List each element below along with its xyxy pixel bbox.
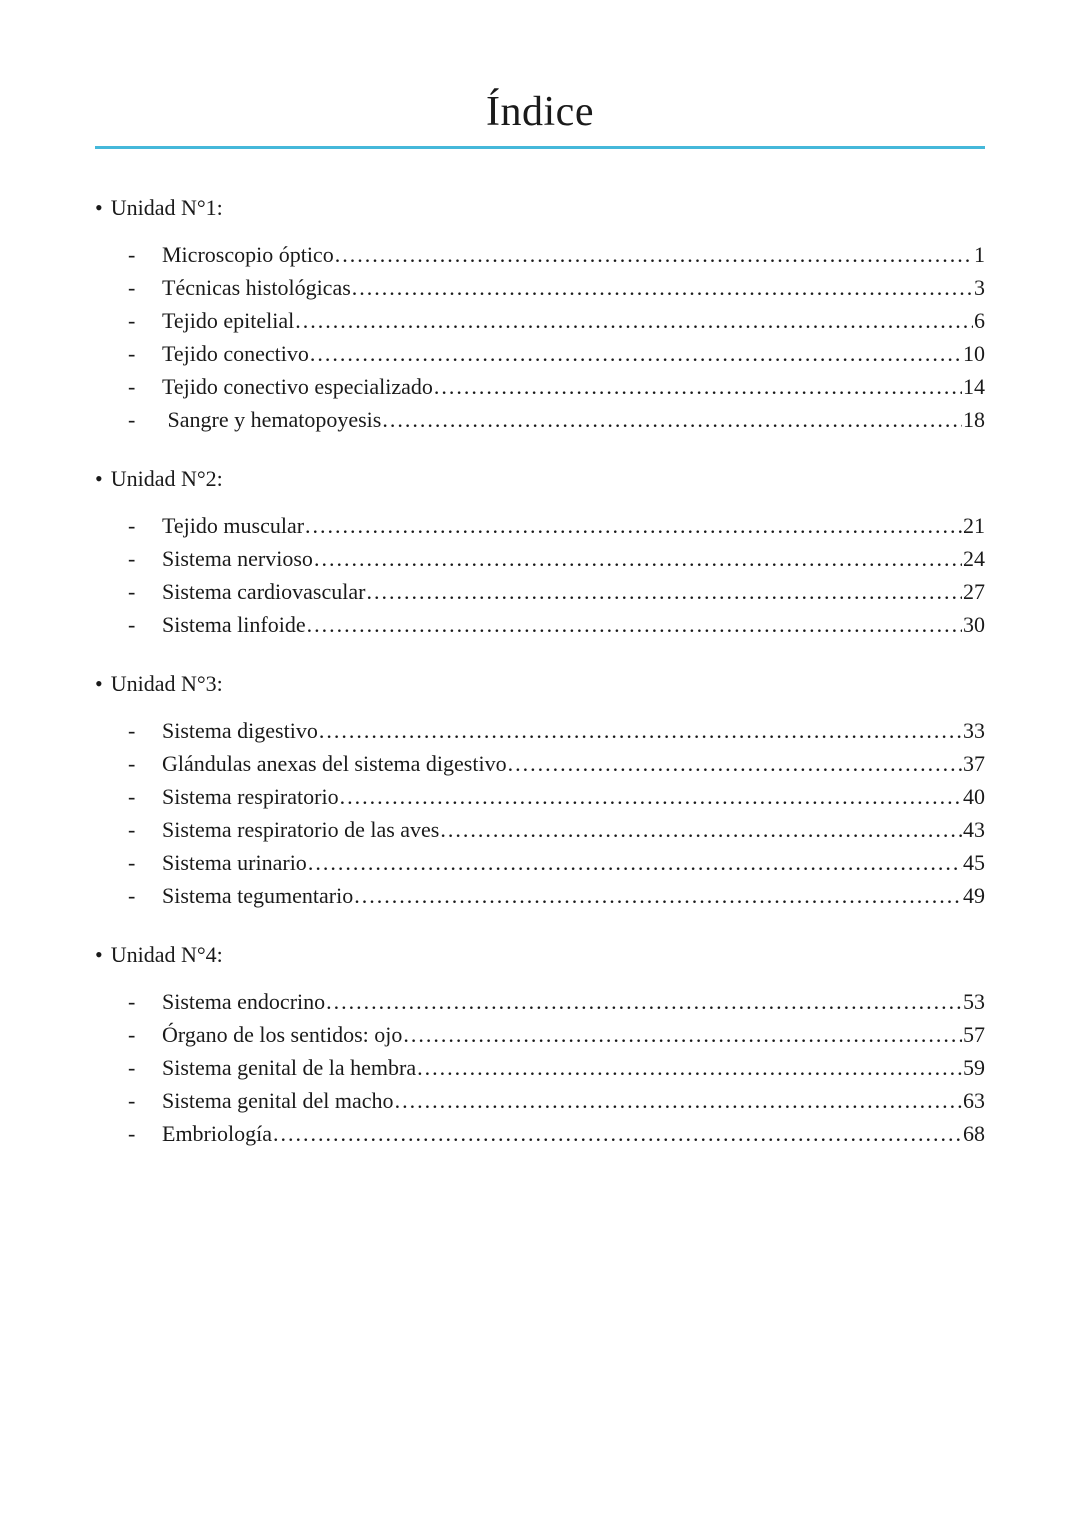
table-of-contents <box>95 191 985 1150</box>
toc-entry-label: Sistema genital de la hembra <box>162 1055 417 1081</box>
dash-marker: - <box>128 850 136 876</box>
toc-entry-page-number: 63 <box>963 1088 985 1114</box>
dash-marker: - <box>128 883 136 909</box>
dot-leader <box>395 1084 962 1117</box>
toc-entry-page-number: 24 <box>963 546 985 572</box>
section-heading-label: Unidad N°1: <box>110 195 223 221</box>
toc-entry-page-number: 53 <box>963 989 985 1015</box>
section-heading-label: Unidad N°2: <box>110 466 223 492</box>
dash-marker: - <box>128 751 136 777</box>
bullet-marker: • <box>95 671 103 697</box>
toc-entry-label: Sistema linfoide <box>162 612 306 638</box>
dot-leader <box>434 370 962 403</box>
bullet-marker: • <box>95 466 103 492</box>
toc-section <box>95 938 985 1150</box>
toc-entry <box>128 1117 985 1150</box>
dot-leader <box>508 747 962 780</box>
toc-entry-page-number: 43 <box>963 817 985 843</box>
section-items <box>95 509 985 641</box>
dash-marker: - <box>128 546 136 572</box>
section-heading <box>95 938 985 971</box>
toc-entry <box>128 1084 985 1117</box>
dash-marker: - <box>128 1121 136 1147</box>
toc-entry-label: Sistema digestivo <box>162 718 318 744</box>
toc-entry-label: Sistema tegumentario <box>162 883 354 909</box>
toc-entry-page-number: 10 <box>963 341 985 367</box>
dot-leader <box>307 608 962 641</box>
dash-marker: - <box>128 374 136 400</box>
toc-entry <box>128 846 985 879</box>
toc-entry-label: Sistema respiratorio de las aves <box>162 817 440 843</box>
toc-entry <box>128 714 985 747</box>
toc-entry-page-number: 27 <box>963 579 985 605</box>
page-title: Índice <box>486 89 594 135</box>
toc-entry-label: Órgano de los sentidos: ojo <box>162 1022 403 1048</box>
section-heading-label: Unidad N°3: <box>110 671 223 697</box>
dot-leader <box>319 714 962 747</box>
toc-entry-label: Sangre y hematopoyesis <box>162 407 382 433</box>
toc-entry <box>128 575 985 608</box>
section-items <box>95 714 985 912</box>
section-items <box>95 238 985 436</box>
dash-marker: - <box>128 341 136 367</box>
dash-marker: - <box>128 784 136 810</box>
dash-marker: - <box>128 407 136 433</box>
dot-leader <box>352 271 973 304</box>
toc-entry <box>128 509 985 542</box>
dot-leader <box>417 1051 962 1084</box>
toc-entry-label: Tejido muscular <box>162 513 305 539</box>
toc-entry-label: Microscopio óptico <box>162 242 334 268</box>
toc-entry <box>128 780 985 813</box>
section-heading <box>95 191 985 224</box>
toc-entry-page-number: 1 <box>974 242 985 268</box>
toc-entry-label: Sistema endocrino <box>162 989 326 1015</box>
toc-entry <box>128 985 985 1018</box>
toc-entry <box>128 271 985 304</box>
toc-entry-page-number: 37 <box>963 751 985 777</box>
toc-section <box>95 191 985 436</box>
toc-entry-page-number: 59 <box>963 1055 985 1081</box>
dash-marker: - <box>128 817 136 843</box>
toc-entry-page-number: 40 <box>963 784 985 810</box>
toc-entry-page-number: 33 <box>963 718 985 744</box>
dash-marker: - <box>128 1022 136 1048</box>
dot-leader <box>403 1018 962 1051</box>
toc-entry-page-number: 49 <box>963 883 985 909</box>
toc-entry <box>128 1018 985 1051</box>
dash-marker: - <box>128 242 136 268</box>
dot-leader <box>335 238 973 271</box>
dash-marker: - <box>128 579 136 605</box>
toc-entry-label: Sistema genital del macho <box>162 1088 394 1114</box>
toc-entry-page-number: 21 <box>963 513 985 539</box>
dot-leader <box>273 1117 962 1150</box>
toc-entry-page-number: 18 <box>963 407 985 433</box>
toc-entry-label: Sistema nervioso <box>162 546 313 572</box>
toc-entry <box>128 238 985 271</box>
section-heading-label: Unidad N°4: <box>110 942 223 968</box>
toc-entry <box>128 370 985 403</box>
dot-leader <box>308 846 962 879</box>
bullet-marker: • <box>95 942 103 968</box>
dash-marker: - <box>128 718 136 744</box>
dot-leader <box>314 542 962 575</box>
section-items <box>95 985 985 1150</box>
dash-marker: - <box>128 989 136 1015</box>
toc-entry-page-number: 30 <box>963 612 985 638</box>
dash-marker: - <box>128 612 136 638</box>
dash-marker: - <box>128 1088 136 1114</box>
dash-marker: - <box>128 1055 136 1081</box>
toc-entry <box>128 879 985 912</box>
dash-marker: - <box>128 308 136 334</box>
toc-entry <box>128 1051 985 1084</box>
section-heading <box>95 667 985 700</box>
toc-entry-page-number: 14 <box>963 374 985 400</box>
dot-leader <box>340 780 962 813</box>
toc-section <box>95 462 985 641</box>
toc-entry-label: Sistema cardiovascular <box>162 579 366 605</box>
toc-entry <box>128 542 985 575</box>
dot-leader <box>354 879 962 912</box>
toc-entry <box>128 608 985 641</box>
toc-entry-page-number: 45 <box>963 850 985 876</box>
toc-entry-page-number: 68 <box>963 1121 985 1147</box>
toc-entry <box>128 337 985 370</box>
toc-entry-label: Sistema urinario <box>162 850 307 876</box>
section-heading <box>95 462 985 495</box>
title-divider-rule <box>95 146 985 149</box>
dot-leader <box>366 575 962 608</box>
dash-marker: - <box>128 275 136 301</box>
toc-section <box>95 667 985 912</box>
toc-entry <box>128 813 985 846</box>
toc-entry-label: Embriología <box>162 1121 272 1147</box>
toc-entry-page-number: 6 <box>974 308 985 334</box>
toc-entry-label: Glándulas anexas del sistema digestivo <box>162 751 507 777</box>
toc-entry-page-number: 3 <box>974 275 985 301</box>
dash-marker: - <box>128 513 136 539</box>
toc-entry-label: Tejido conectivo <box>162 341 309 367</box>
toc-entry-label: Sistema respiratorio <box>162 784 339 810</box>
toc-entry <box>128 747 985 780</box>
toc-entry-label: Tejido conectivo especializado <box>162 374 433 400</box>
dot-leader <box>295 304 973 337</box>
toc-entry-label: Tejido epitelial <box>162 308 295 334</box>
toc-entry-page-number: 57 <box>963 1022 985 1048</box>
dot-leader <box>440 813 962 846</box>
dot-leader <box>326 985 962 1018</box>
dot-leader <box>305 509 962 542</box>
dot-leader <box>310 337 962 370</box>
toc-entry <box>128 304 985 337</box>
toc-entry-label: Técnicas histológicas <box>162 275 351 301</box>
toc-entry <box>128 403 985 436</box>
bullet-marker: • <box>95 195 103 221</box>
dot-leader <box>382 403 962 436</box>
